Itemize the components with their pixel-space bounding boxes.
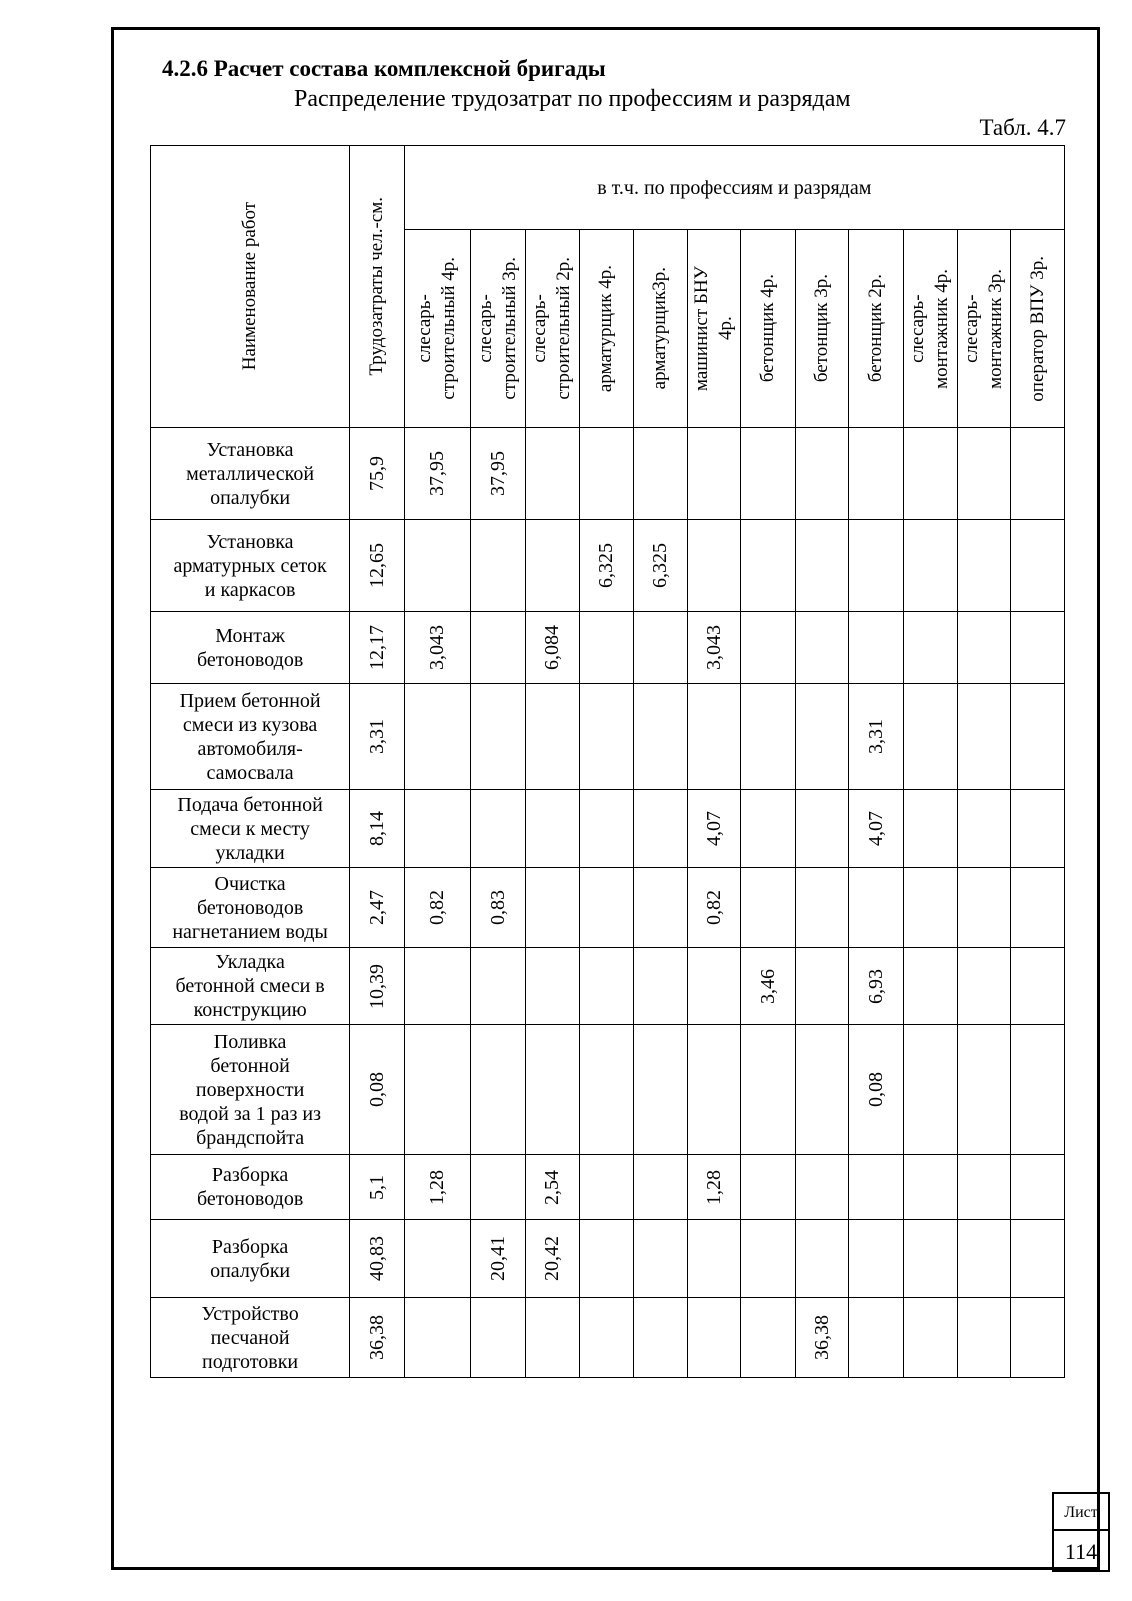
profession-value-cell xyxy=(404,684,471,790)
table-row xyxy=(151,790,1065,868)
table-header xyxy=(151,146,1065,428)
header-profession: слесарь- монтажник 3р. xyxy=(957,230,1010,428)
labor-total-cell: 12,17 xyxy=(350,612,404,684)
table-row xyxy=(151,428,1065,520)
profession-value-cell: 20,41 xyxy=(471,1220,525,1298)
profession-value-cell xyxy=(633,428,687,520)
work-name-cell: Разборка опалубки xyxy=(151,1220,350,1298)
profession-value-cell xyxy=(525,868,579,948)
labor-distribution-table xyxy=(150,145,1065,1378)
work-name-cell: Подача бетонной смеси к месту укладки xyxy=(151,790,350,868)
profession-value-cell xyxy=(580,868,633,948)
profession-value-cell xyxy=(903,868,957,948)
profession-value-cell xyxy=(795,948,848,1025)
profession-value-cell xyxy=(580,428,633,520)
profession-value-cell: 0,08 xyxy=(849,1025,903,1155)
work-name-cell: Очистка бетоноводов нагнетанием воды xyxy=(151,868,350,948)
profession-value-cell xyxy=(404,790,471,868)
profession-value-cell xyxy=(580,612,633,684)
profession-value-cell: 2,54 xyxy=(525,1155,579,1220)
table-row xyxy=(151,1220,1065,1298)
profession-value-cell xyxy=(903,948,957,1025)
profession-value-cell xyxy=(633,1025,687,1155)
profession-value-cell xyxy=(849,428,903,520)
profession-value-cell xyxy=(795,612,848,684)
profession-value-cell xyxy=(687,428,740,520)
labor-total-cell: 12,65 xyxy=(350,520,404,612)
work-name-cell: Поливка бетонной поверхности водой за 1 раз из брандспойта xyxy=(151,1025,350,1155)
labor-total-cell: 5,1 xyxy=(350,1155,404,1220)
labor-total-cell: 10,39 xyxy=(350,948,404,1025)
profession-value-cell xyxy=(471,520,525,612)
profession-value-cell xyxy=(633,948,687,1025)
header-work-name: Наименование работ xyxy=(151,146,350,428)
profession-value-cell xyxy=(957,684,1010,790)
profession-value-cell xyxy=(633,1220,687,1298)
header-profession: слесарь- строительный 3р. xyxy=(471,230,525,428)
profession-value-cell: 3,46 xyxy=(741,948,795,1025)
profession-value-cell xyxy=(1011,1220,1065,1298)
table-body xyxy=(151,428,1065,1378)
profession-value-cell xyxy=(795,1155,848,1220)
profession-value-cell: 20,42 xyxy=(525,1220,579,1298)
work-name-cell: Установка арматурных сеток и каркасов xyxy=(151,520,350,612)
profession-value-cell xyxy=(687,1025,740,1155)
profession-value-cell xyxy=(741,428,795,520)
profession-value-cell xyxy=(1011,948,1065,1025)
labor-total-cell: 8,14 xyxy=(350,790,404,868)
profession-value-cell: 37,95 xyxy=(404,428,471,520)
work-name-cell: Устройство песчаной подготовки xyxy=(151,1298,350,1378)
profession-value-cell xyxy=(903,612,957,684)
labor-total-cell: 2,47 xyxy=(350,868,404,948)
profession-value-cell xyxy=(525,428,579,520)
profession-value-cell: 1,28 xyxy=(687,1155,740,1220)
profession-value-cell xyxy=(687,520,740,612)
header-profession-group: в т.ч. по профессиям и разрядам xyxy=(404,146,1064,230)
profession-value-cell xyxy=(471,1025,525,1155)
profession-value-cell: 6,325 xyxy=(580,520,633,612)
work-name-cell: Установка металлической опалубки xyxy=(151,428,350,520)
profession-value-cell: 36,38 xyxy=(795,1298,848,1378)
labor-total-cell: 36,38 xyxy=(350,1298,404,1378)
profession-value-cell xyxy=(849,1298,903,1378)
profession-value-cell xyxy=(741,1025,795,1155)
profession-value-cell xyxy=(741,520,795,612)
profession-value-cell xyxy=(525,684,579,790)
profession-value-cell xyxy=(741,1155,795,1220)
profession-value-cell: 6,325 xyxy=(633,520,687,612)
profession-value-cell: 0,83 xyxy=(471,868,525,948)
header-profession: бетонщик 4р. xyxy=(741,230,795,428)
header-profession: машинист БНУ 4р. xyxy=(687,230,740,428)
profession-value-cell xyxy=(957,948,1010,1025)
work-name-cell: Прием бетонной смеси из кузова автомобиля- самосвала xyxy=(151,684,350,790)
profession-value-cell xyxy=(849,1155,903,1220)
profession-value-cell xyxy=(957,1025,1010,1155)
profession-value-cell: 1,28 xyxy=(404,1155,471,1220)
profession-value-cell xyxy=(404,1220,471,1298)
work-name-cell: Монтаж бетоноводов xyxy=(151,612,350,684)
profession-value-cell xyxy=(633,1155,687,1220)
table-number-label: Табл. 4.7 xyxy=(979,115,1066,140)
profession-value-cell xyxy=(1011,520,1065,612)
table-subtitle: Распределение трудозатрат по профессиям и разрядам xyxy=(294,86,851,112)
header-profession: оператор ВПУ 3р. xyxy=(1011,230,1065,428)
profession-value-cell xyxy=(795,684,848,790)
profession-value-cell xyxy=(633,612,687,684)
profession-value-cell xyxy=(795,1220,848,1298)
profession-value-cell xyxy=(525,1298,579,1378)
labor-total-cell: 0,08 xyxy=(350,1025,404,1155)
profession-value-cell xyxy=(903,520,957,612)
profession-value-cell xyxy=(471,1298,525,1378)
profession-value-cell xyxy=(957,1298,1010,1378)
header-profession: слесарь- строительный 4р. xyxy=(404,230,471,428)
section-title: 4.2.6 Расчет состава комплексной бригады xyxy=(162,56,606,81)
profession-value-cell xyxy=(903,1220,957,1298)
work-name-cell: Укладка бетонной смеси в конструкцию xyxy=(151,948,350,1025)
header-profession: слесарь- строительный 2р. xyxy=(525,230,579,428)
profession-value-cell xyxy=(849,1220,903,1298)
profession-value-cell xyxy=(795,1025,848,1155)
profession-value-cell xyxy=(471,948,525,1025)
profession-value-cell xyxy=(741,1220,795,1298)
work-name-cell: Разборка бетоноводов xyxy=(151,1155,350,1220)
profession-value-cell xyxy=(1011,684,1065,790)
profession-value-cell xyxy=(795,520,848,612)
profession-value-cell xyxy=(957,612,1010,684)
table-row xyxy=(151,1298,1065,1378)
profession-value-cell: 37,95 xyxy=(471,428,525,520)
profession-value-cell xyxy=(957,520,1010,612)
header-profession: бетонщик 2р. xyxy=(849,230,903,428)
profession-value-cell xyxy=(580,1155,633,1220)
profession-value-cell xyxy=(1011,790,1065,868)
header-profession: бетонщик 3р. xyxy=(795,230,848,428)
profession-value-cell xyxy=(1011,1298,1065,1378)
profession-value-cell xyxy=(1011,868,1065,948)
profession-value-cell xyxy=(1011,428,1065,520)
profession-value-cell xyxy=(741,684,795,790)
profession-value-cell xyxy=(687,1298,740,1378)
table-row xyxy=(151,1155,1065,1220)
profession-value-cell xyxy=(687,1220,740,1298)
profession-value-cell xyxy=(849,520,903,612)
header-profession: арматурщик 4р. xyxy=(580,230,633,428)
sheet-label: Лист xyxy=(1054,1494,1108,1531)
profession-value-cell: 0,82 xyxy=(404,868,471,948)
profession-value-cell xyxy=(957,868,1010,948)
profession-value-cell xyxy=(471,612,525,684)
profession-value-cell xyxy=(687,948,740,1025)
profession-value-cell xyxy=(404,1298,471,1378)
table-row xyxy=(151,520,1065,612)
profession-value-cell xyxy=(1011,1155,1065,1220)
header-profession: слесарь- монтажник 4р. xyxy=(903,230,957,428)
profession-value-cell: 4,07 xyxy=(849,790,903,868)
profession-value-cell xyxy=(741,790,795,868)
profession-value-cell xyxy=(795,868,848,948)
profession-value-cell xyxy=(741,868,795,948)
profession-value-cell xyxy=(903,1155,957,1220)
profession-value-cell xyxy=(525,1025,579,1155)
sheet-number-box xyxy=(1052,1492,1110,1572)
profession-value-cell xyxy=(404,948,471,1025)
profession-value-cell: 3,043 xyxy=(687,612,740,684)
profession-value-cell xyxy=(957,428,1010,520)
profession-value-cell xyxy=(957,790,1010,868)
profession-value-cell xyxy=(580,684,633,790)
profession-value-cell xyxy=(404,520,471,612)
profession-value-cell xyxy=(903,1298,957,1378)
profession-value-cell xyxy=(525,948,579,1025)
profession-value-cell xyxy=(580,790,633,868)
profession-value-cell xyxy=(633,868,687,948)
labor-total-cell: 3,31 xyxy=(350,684,404,790)
profession-value-cell xyxy=(849,612,903,684)
profession-value-cell: 4,07 xyxy=(687,790,740,868)
profession-value-cell xyxy=(525,790,579,868)
profession-value-cell xyxy=(903,790,957,868)
profession-value-cell: 3,043 xyxy=(404,612,471,684)
labor-total-cell: 40,83 xyxy=(350,1220,404,1298)
profession-value-cell xyxy=(687,684,740,790)
labor-total-cell: 75,9 xyxy=(350,428,404,520)
table-row xyxy=(151,1025,1065,1155)
profession-value-cell xyxy=(795,790,848,868)
profession-value-cell xyxy=(580,1220,633,1298)
profession-value-cell xyxy=(580,1298,633,1378)
table-row xyxy=(151,868,1065,948)
profession-value-cell xyxy=(1011,612,1065,684)
profession-value-cell xyxy=(903,1025,957,1155)
header-labor: Трудозатраты чел.-см. xyxy=(350,146,404,428)
table-row xyxy=(151,948,1065,1025)
profession-value-cell xyxy=(957,1220,1010,1298)
profession-value-cell xyxy=(903,684,957,790)
sheet-number: 114 xyxy=(1064,1539,1098,1564)
profession-value-cell xyxy=(957,1155,1010,1220)
profession-value-cell xyxy=(633,684,687,790)
profession-value-cell: 6,084 xyxy=(525,612,579,684)
profession-value-cell xyxy=(404,1025,471,1155)
profession-value-cell xyxy=(1011,1025,1065,1155)
profession-value-cell xyxy=(741,1298,795,1378)
profession-value-cell xyxy=(633,1298,687,1378)
profession-value-cell xyxy=(471,684,525,790)
profession-value-cell xyxy=(795,428,848,520)
header-profession: арматурщик3р. xyxy=(633,230,687,428)
profession-value-cell xyxy=(525,520,579,612)
profession-value-cell: 3,31 xyxy=(849,684,903,790)
profession-value-cell: 0,82 xyxy=(687,868,740,948)
profession-value-cell xyxy=(471,790,525,868)
profession-value-cell xyxy=(903,428,957,520)
table-row xyxy=(151,684,1065,790)
profession-value-cell xyxy=(580,948,633,1025)
profession-value-cell xyxy=(633,790,687,868)
table-row xyxy=(151,612,1065,684)
profession-value-cell xyxy=(471,1155,525,1220)
profession-value-cell: 6,93 xyxy=(849,948,903,1025)
profession-value-cell xyxy=(741,612,795,684)
profession-value-cell xyxy=(580,1025,633,1155)
profession-value-cell xyxy=(849,868,903,948)
